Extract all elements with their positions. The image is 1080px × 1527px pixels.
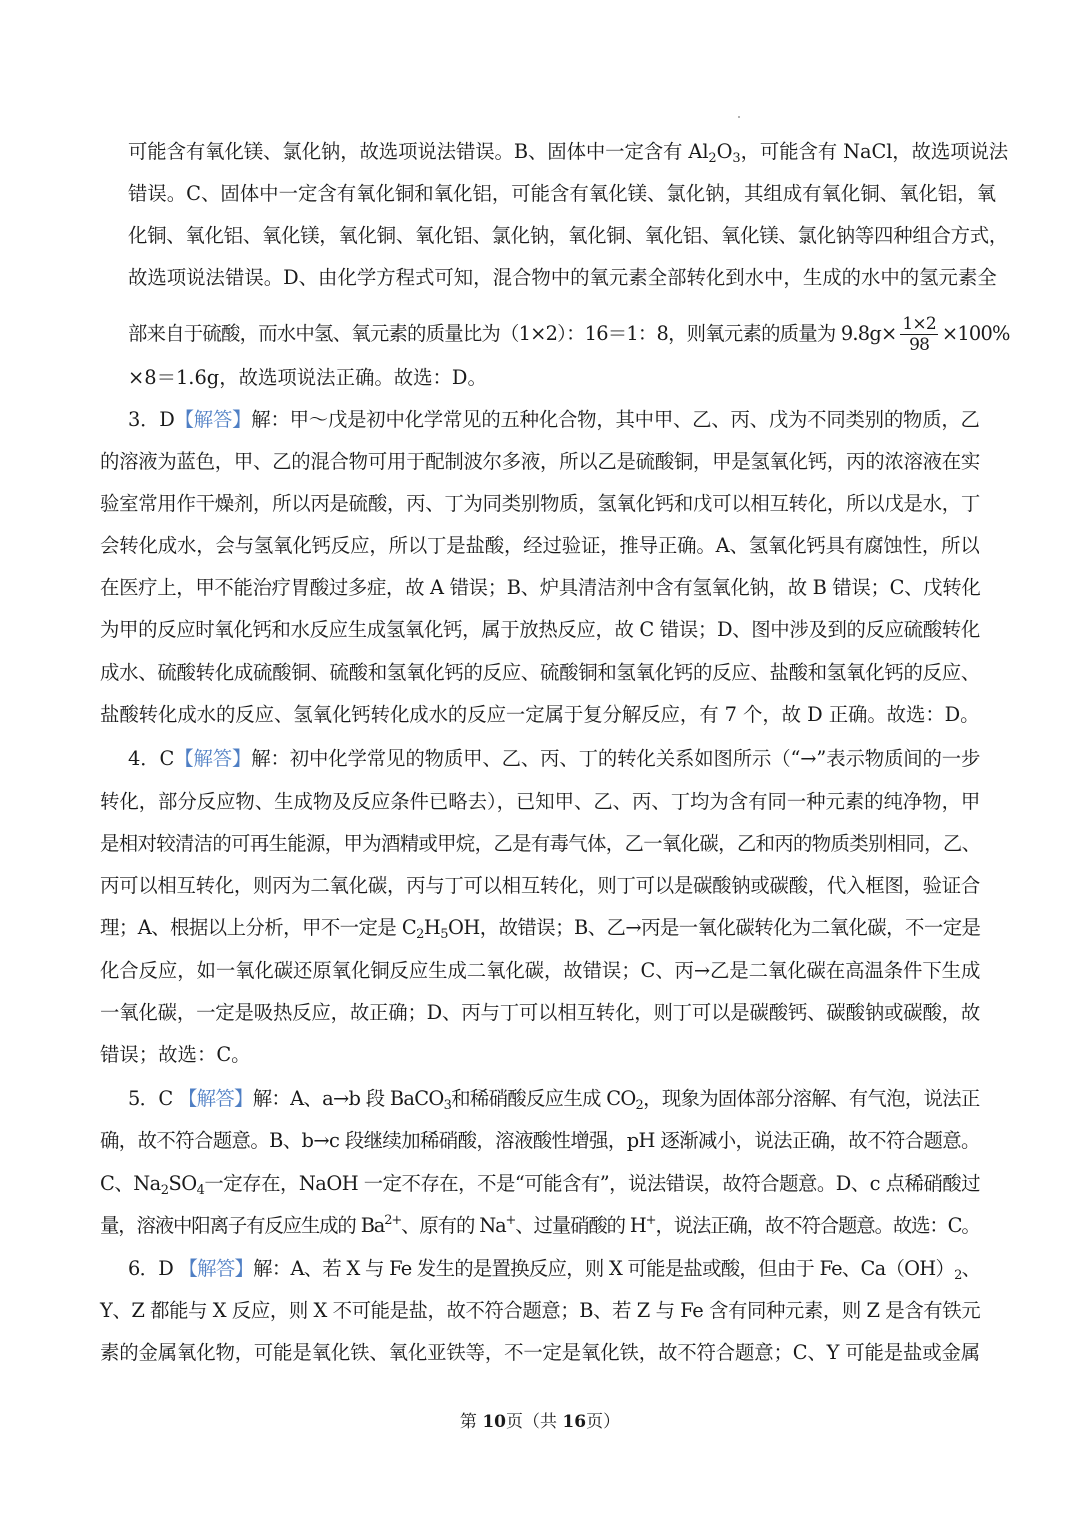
- answer-6-first-line: 6．D 【解答】解：A、若 X 与 Fe 发生的是置换反应，则 X 可能是盐或酸，但由于 Fe、$Ca(OH)_2$、: [128, 1257, 981, 1283]
- question-number: 4．C: [128, 747, 175, 770]
- page-footer: 第 10页（共 16页）: [459, 1412, 621, 1432]
- text-line: ×8＝1.6g，故选项说法正确。故选：D。: [128, 366, 487, 389]
- text-line: 确，故不符合题意。B、b→c 段继续加稀硝酸，溶液酸性增强，pH 逐渐减小，说法正确，故不符合题意。: [100, 1129, 980, 1152]
- text-line: 盐酸转化成水的反应、氢氧化钙转化成水的反应一定属于复分解反应，有 7 个，故 D 正确。故选：D。: [100, 703, 980, 726]
- question-number: 3．D: [128, 408, 175, 431]
- answer-tag: 【解答】: [174, 408, 252, 431]
- text-line: 错误；故选：C。: [100, 1043, 251, 1066]
- text-line: 的溶液为蓝色，甲、乙的混合物可用于配制波尔多液，所以乙是硫酸铜，甲是氢氧化钙，丙的浓溶液在实: [100, 450, 980, 473]
- text-line: 素的金属氧化物，可能是氧化铁、氧化亚铁等，不一定是氧化铁，故不符合题意；C、Y 可能是盐或金属: [100, 1341, 980, 1364]
- text-line: C、$Na_2SO_4$一定存在，NaOH 一定不存在，不是“可能含有”，说法错误，故符合题意。D、c 点稀硝酸过: [100, 1172, 981, 1198]
- question-number: 5．C: [128, 1087, 173, 1110]
- text-line: 成水、硫酸转化成硫酸铜、硫酸和氢氧化钙的反应、硫酸铜和氢氧化钙的反应、盐酸和氢氧化钙的反应、: [100, 661, 980, 684]
- text-line: 错误。C、固体中一定含有氧化铜和氧化铝，可能含有氧化镁、氯化钠，其组成有氧化铜、氧化铝，氧: [128, 182, 997, 205]
- text-line: Y、Z 都能与 X 反应，则 X 不可能是盐，故不符合题意；B、若 Z 与 Fe 含有同种元素，则 Z 是含有铁元: [100, 1299, 981, 1322]
- answer-tag: 【解答】: [177, 1087, 253, 1110]
- text-line: 为甲的反应时氧化钙和水反应生成氢氧化钙，属于放热反应，故 C 错误；D、图中涉及到的反应硫酸转化: [100, 618, 980, 641]
- text-line-with-fraction: 部来自于硫酸，而水中氢、氧元素的质量比为（1×2）：16＝1：8，则氧元素的质量为 9.8g× $\frac{1\times 2}{98}$ ×100%: [128, 314, 1010, 355]
- text-line: 故选项说法错误。D、由化学方程式可知，混合物中的氧元素全部转化到水中，生成的水中的氢元素全: [128, 266, 997, 289]
- total-pages: 16: [562, 1412, 587, 1432]
- text-line: 验室常用作干燥剂，所以丙是硫酸，丙、丁为同类别物质，氢氧化钙和戊可以相互转化，所以戊是水，丁: [100, 492, 980, 515]
- text-line: 丙可以相互转化，则丙为二氧化碳，丙与丁可以相互转化，则丁可以是碳酸钠或碳酸，代入框图，验证合: [100, 874, 980, 897]
- answer-4-first-line: 4．C【解答】解：初中化学常见的物质甲、乙、丙、丁的转化关系如图所示（“→”表示物质间的一步: [128, 747, 981, 770]
- current-page-number: 10: [482, 1412, 506, 1432]
- scan-speck: [738, 116, 740, 118]
- answer-5-first-line: 5．C 【解答】解：A、a→b 段 BaCO$_3$和稀硝酸反应生成 $CO_2$，现象为固体部分溶解、有气泡，说法正: [128, 1087, 980, 1113]
- text-line: 转化，部分反应物、生成物及反应条件已略去），已知甲、乙、丙、丁均为含有同一种元素的纯净物，甲: [100, 790, 981, 813]
- answer-tag: 【解答】: [174, 747, 252, 770]
- text-line: 在医疗上，甲不能治疗胃酸过多症，故 A 错误；B、炉具清洁剂中含有氢氧化钠，故 B 错误；C、戊转化: [100, 576, 981, 599]
- question-number: 6．D: [128, 1257, 174, 1280]
- text-line: 量，溶液中阳离子有反应生成的 $Ba^{2+}$、原有的 Na+、过量硝酸的 H+，说法正确，故不符合题意。故选：C。: [100, 1213, 980, 1237]
- text-line: 一氧化碳，一定是吸热反应，故正确；D、丙与丁可以相互转化，则丁可以是碳酸钙、碳酸钠或碳酸，故: [100, 1001, 981, 1024]
- answer-3-first-line: 3．D【解答】解：甲～戊是初中化学常见的五种化合物，其中甲、乙、丙、戊为不同类别的物质，乙: [128, 408, 980, 431]
- text-line: 可能含有氧化镁、氯化钠，故选项说法错误。B、固体中一定含有 $Al_2O_3$，可能含有 NaCl，故选项说法: [128, 140, 1009, 166]
- fraction: $\frac{1\times 2}{98}$: [902, 314, 936, 355]
- text-line: 理；A、根据以上分析，甲不一定是 $C_2H_5OH$，故错误；B、乙→丙是一氧化碳转化为二氧化碳，不一定是: [100, 916, 981, 942]
- text-line: 是相对较清洁的可再生能源，甲为酒精或甲烷，乙是有毒气体，乙一氧化碳，乙和丙的物质类别相同，乙、: [100, 832, 981, 855]
- text-line: 会转化成水，会与氢氧化钙反应，所以丁是盐酸，经过验证，推导正确。A、氢氧化钙具有腐蚀性，所以: [100, 534, 980, 557]
- text-line: 化铜、氧化铝、氧化镁，氧化铜、氧化铝、氯化钠，氧化铜、氧化铝、氧化镁、氯化钠等四种组合方式，: [128, 224, 1008, 247]
- text-line: 化合反应，如一氧化碳还原氧化铜反应生成二氧化碳，故错误；C、丙→乙是二氧化碳在高温条件下生成: [100, 959, 981, 982]
- answer-tag: 【解答】: [178, 1257, 254, 1280]
